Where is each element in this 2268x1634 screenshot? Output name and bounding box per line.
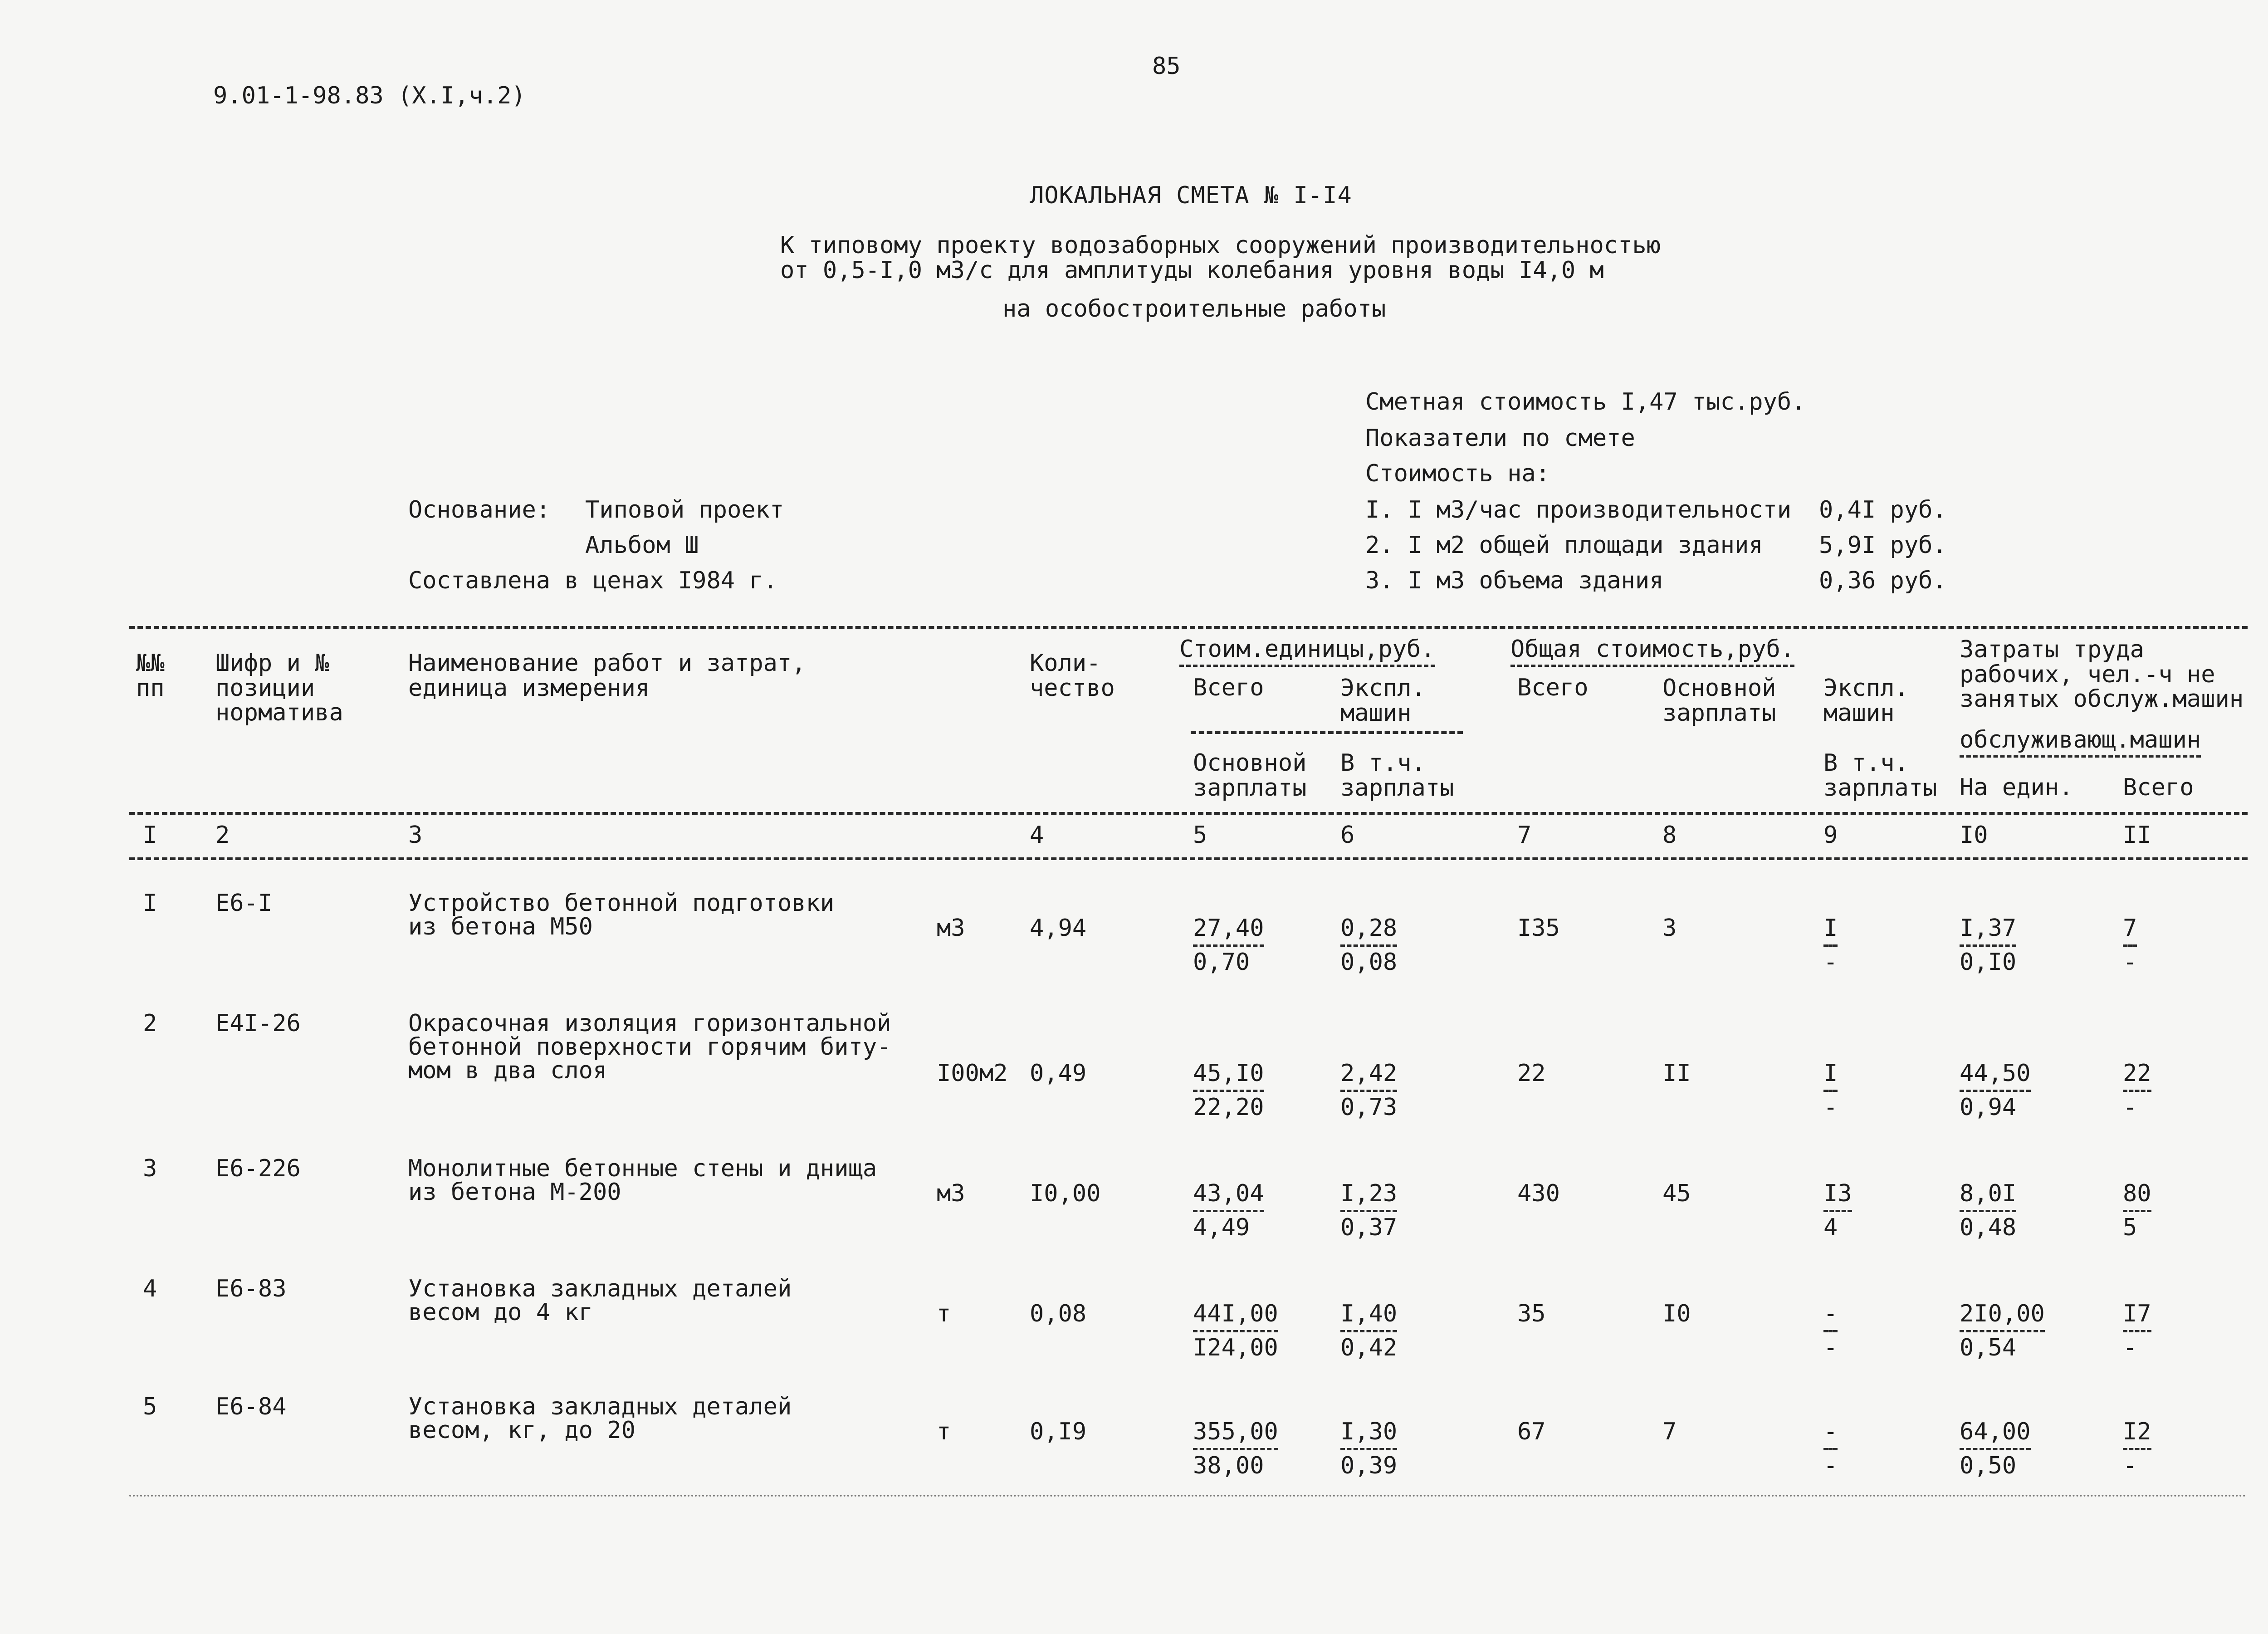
indicator-2-value: 5,9I руб. xyxy=(1819,532,1947,559)
subtitle-line-1: К типовому проекту водозаборных сооружений производительностью xyxy=(780,232,1661,259)
page-number: 85 xyxy=(1152,53,1181,80)
col-number: 2 xyxy=(215,822,230,849)
row-unit: I00м2 xyxy=(937,1060,1008,1087)
row-qty: 4,94 xyxy=(1030,915,1087,942)
row-unit: т xyxy=(937,1418,951,1445)
row-machines-total: $\frac{-}{-}$ xyxy=(1823,1418,1838,1479)
subtitle-line-2: от 0,5-I,0 м3/с для амплитуды колебания уровня воды I4,0 м xyxy=(780,257,1604,284)
indicator-3-label: 3. I м3 объема здания xyxy=(1365,567,1664,594)
col-number: 7 xyxy=(1517,822,1532,849)
indicator-1-value: 0,4I руб. xyxy=(1819,496,1947,523)
col-header-6-bottom: В т.ч. зарплаты xyxy=(1340,749,1454,802)
col-header-11: Всего xyxy=(2123,774,2194,801)
row-unit-cost-machines: $\frac{2,42}{0,73}$ xyxy=(1340,1060,1398,1121)
estimated-cost: Сметная стоимость I,47 тыс.руб. xyxy=(1365,388,1806,416)
row-num: 2 xyxy=(143,1010,157,1037)
col-number: 5 xyxy=(1193,822,1207,849)
indicator-2-label: 2. I м2 общей площади здания xyxy=(1365,532,1763,559)
table-top-rule xyxy=(129,626,2248,629)
col-header-num: №№ пп xyxy=(136,650,165,702)
row-unit-cost-machines: $\frac{I,30}{0,39}$ xyxy=(1340,1418,1398,1479)
row-total-cost: I35 xyxy=(1517,915,1560,942)
row-unit-cost-total: $\frac{45,I0}{22,20}$ xyxy=(1193,1060,1264,1121)
row-qty: 0,08 xyxy=(1030,1300,1087,1327)
col-header-10: На един. xyxy=(1960,774,2073,801)
col-header-5-bottom: Основной зарплаты xyxy=(1193,749,1307,802)
row-name: Установка закладных деталей весом, кг, до 20 xyxy=(408,1393,792,1444)
header-bottom-rule xyxy=(129,812,2248,815)
row-unit: т xyxy=(937,1300,951,1327)
unit-cost-subrule xyxy=(1191,731,1463,734)
col-header-code: Шифр и № позиции норматива xyxy=(215,650,343,727)
row-labor-total: $\frac{80}{5}$ xyxy=(2123,1180,2151,1241)
row-unit-cost-total: $\frac{44I,00}{I24,00}$ xyxy=(1193,1300,1278,1361)
row-machines-total: $\frac{I3}{4}$ xyxy=(1823,1180,1852,1241)
row-labor-total: $\frac{7}{-}$ xyxy=(2123,915,2137,976)
row-unit-cost-machines: $\frac{I,40}{0,42}$ xyxy=(1340,1300,1398,1361)
row-code: Е6-226 xyxy=(215,1155,301,1182)
row-unit-cost-machines: $\frac{0,28}{0,08}$ xyxy=(1340,915,1398,976)
row-unit-cost-total: $\frac{355,00}{38,00}$ xyxy=(1193,1418,1278,1479)
row-machines-total: $\frac{-}{-}$ xyxy=(1823,1300,1838,1361)
col-header-9-top: Экспл. машин xyxy=(1823,675,1909,727)
row-qty: 0,I9 xyxy=(1030,1418,1087,1445)
row-total-cost: 22 xyxy=(1517,1060,1546,1087)
basis-album: Альбом Ш xyxy=(585,532,699,559)
col-number: 6 xyxy=(1340,822,1355,849)
row-unit: м3 xyxy=(937,1180,965,1207)
table-bottom-rule xyxy=(129,1495,2248,1497)
row-labor-per-unit: $\frac{8,0I}{0,48}$ xyxy=(1960,1180,2017,1241)
row-unit: м3 xyxy=(937,915,965,942)
row-code: Е4I-26 xyxy=(215,1010,301,1037)
col-header-qty: Коли- чество xyxy=(1030,650,1115,702)
row-labor-per-unit: $\frac{I,37}{0,I0}$ xyxy=(1960,915,2017,976)
col-header-7: Всего xyxy=(1517,674,1589,701)
row-qty: 0,49 xyxy=(1030,1060,1087,1087)
row-total-wages: II xyxy=(1662,1060,1691,1087)
row-total-cost: 430 xyxy=(1517,1180,1560,1207)
row-code: Е6-84 xyxy=(215,1393,287,1420)
row-name: Окрасочная изоляция горизонтальной бетонной поверхности горячим биту- мом в два слоя xyxy=(408,1010,891,1084)
row-code: Е6-I xyxy=(215,890,273,917)
row-labor-total: $\frac{I2}{-}$ xyxy=(2123,1418,2151,1479)
row-name: Установка закладных деталей весом до 4 кг xyxy=(408,1275,792,1326)
col-number: 8 xyxy=(1662,822,1677,849)
row-total-cost: 35 xyxy=(1517,1300,1546,1327)
indicator-3-value: 0,36 руб. xyxy=(1819,567,1947,594)
col-number: I0 xyxy=(1960,822,1988,849)
col-header-unit-cost-group: Стоим.единицы,руб. xyxy=(1179,637,1435,661)
row-machines-total: $\frac{I}{-}$ xyxy=(1823,1060,1838,1121)
row-unit-cost-total: $\frac{27,40}{0,70}$ xyxy=(1193,915,1264,976)
row-labor-per-unit: $\frac{64,00}{0,50}$ xyxy=(1960,1418,2031,1479)
col-header-total-cost-group: Общая стоимость,руб. xyxy=(1510,637,1794,661)
indicator-1-label: I. I м3/час производительности xyxy=(1365,496,1792,523)
row-total-wages: 45 xyxy=(1662,1180,1691,1207)
row-labor-total: $\frac{I7}{-}$ xyxy=(2123,1300,2151,1361)
row-num: 4 xyxy=(143,1275,157,1302)
row-num: 3 xyxy=(143,1155,157,1182)
cost-on-heading: Стоимость на: xyxy=(1365,460,1550,487)
row-num: 5 xyxy=(143,1393,157,1420)
basis-prices: Составлена в ценах I984 г. xyxy=(408,567,777,594)
row-total-wages: I0 xyxy=(1662,1300,1691,1327)
row-machines-total: $\frac{I}{-}$ xyxy=(1823,915,1838,976)
row-num: I xyxy=(143,890,157,917)
indicators-heading: Показатели по смете xyxy=(1365,425,1635,452)
row-total-wages: 3 xyxy=(1662,915,1677,942)
column-numbers-rule xyxy=(129,857,2248,860)
basis-project: Типовой проект xyxy=(585,496,784,523)
row-labor-per-unit: $\frac{2I0,00}{0,54}$ xyxy=(1960,1300,2045,1361)
row-total-wages: 7 xyxy=(1662,1418,1677,1445)
col-header-9-bottom: В т.ч. зарплаты xyxy=(1823,749,1937,802)
row-code: Е6-83 xyxy=(215,1275,287,1302)
col-header-6-top: Экспл. машин xyxy=(1340,675,1426,727)
col-header-5-top: Всего xyxy=(1193,674,1264,701)
row-labor-total: $\frac{22}{-}$ xyxy=(2123,1060,2151,1121)
col-number: I xyxy=(143,822,157,849)
row-name: Монолитные бетонные стены и днища из бетона М-200 xyxy=(408,1155,877,1206)
col-header-name: Наименование работ и затрат, единица измерения xyxy=(408,650,806,702)
row-unit-cost-machines: $\frac{I,23}{0,37}$ xyxy=(1340,1180,1398,1241)
row-name: Устройство бетонной подготовки из бетона М50 xyxy=(408,890,835,940)
row-total-cost: 67 xyxy=(1517,1418,1546,1445)
col-number: 4 xyxy=(1030,822,1044,849)
basis-label: Основание: xyxy=(408,496,551,523)
document-code: 9.01-1-98.83 (Х.I,ч.2) xyxy=(213,82,526,109)
row-qty: I0,00 xyxy=(1030,1180,1101,1207)
col-header-labor-sub: обслуживающ.машин xyxy=(1960,728,2201,752)
col-number: 9 xyxy=(1823,822,1838,849)
col-number: II xyxy=(2123,822,2151,849)
col-header-8: Основной зарплаты xyxy=(1662,675,1776,727)
subtitle-line-3: на особостроительные работы xyxy=(1002,295,1386,323)
row-labor-per-unit: $\frac{44,50}{0,94}$ xyxy=(1960,1060,2031,1121)
document-title: ЛОКАЛЬНАЯ СМЕТА № I-I4 xyxy=(1030,182,1352,209)
col-header-labor-group: Затраты труда рабочих, чел.-ч не занятых обслуж.машин xyxy=(1960,636,2244,713)
row-unit-cost-total: $\frac{43,04}{4,49}$ xyxy=(1193,1180,1264,1241)
col-number: 3 xyxy=(408,822,423,849)
